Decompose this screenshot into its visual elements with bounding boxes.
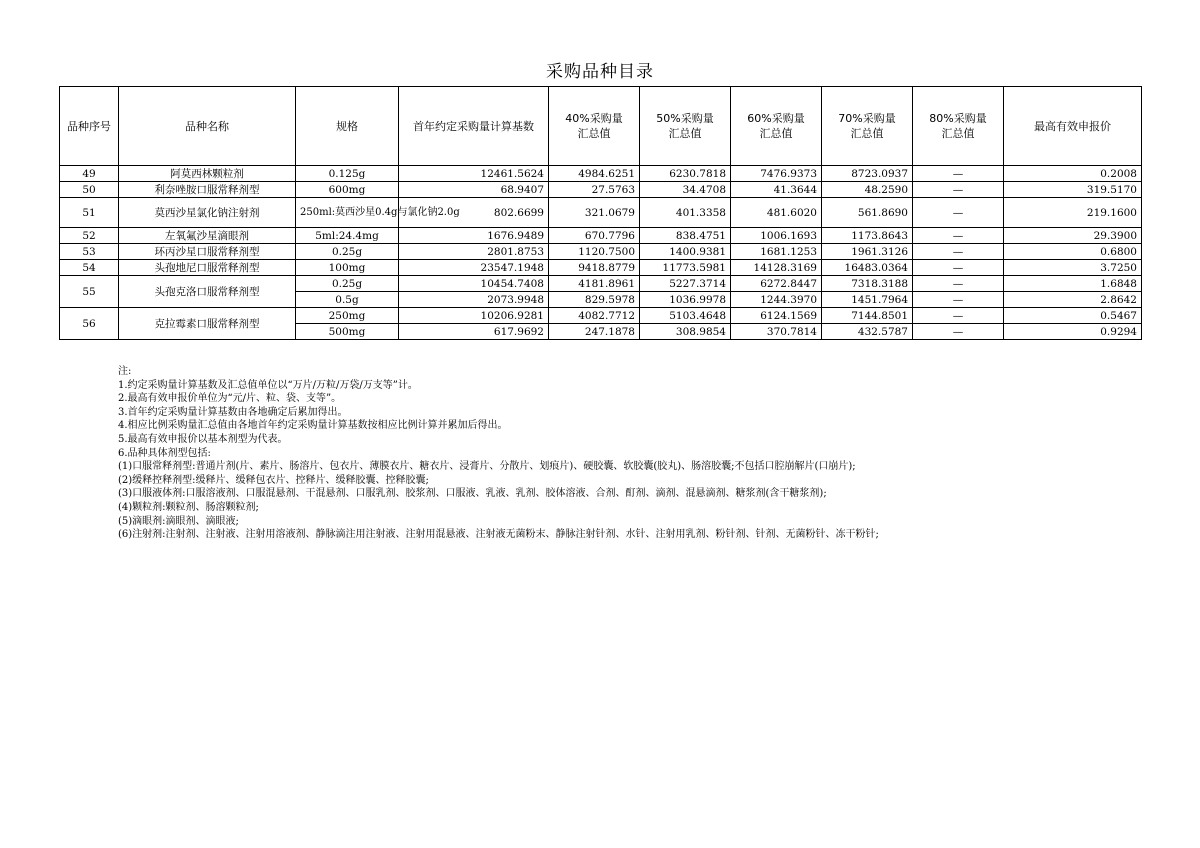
cell-p50: 11773.5981 — [640, 260, 731, 276]
procurement-table — [59, 86, 1142, 340]
cell-spec: 600mg — [296, 182, 399, 198]
cell-p40: 247.1878 — [549, 324, 640, 340]
cell-p70: 7318.3188 — [822, 276, 913, 292]
cell-p80: — — [913, 308, 1004, 324]
table-row — [60, 276, 1142, 292]
notes-section — [118, 365, 1188, 542]
cell-p40: 27.5763 — [549, 182, 640, 198]
header-base: 首年约定采购量计算基数 — [399, 87, 549, 166]
cell-base: 802.6699 — [399, 198, 549, 228]
cell-p50: 1400.9381 — [640, 244, 731, 260]
cell-spec: 500mg — [296, 324, 399, 340]
cell-spec: 250mg — [296, 308, 399, 324]
header-row — [60, 87, 1142, 166]
header-max-price: 最高有效申报价 — [1004, 87, 1142, 166]
note-line: 注: — [118, 366, 132, 377]
cell-p80: — — [913, 166, 1004, 182]
header-name: 品种名称 — [119, 87, 296, 166]
table-row — [60, 166, 1142, 182]
cell-seq: 55 — [60, 276, 119, 308]
cell-p60: 7476.9373 — [731, 166, 822, 182]
cell-p40: 4984.6251 — [549, 166, 640, 182]
note-line: 3.首年约定采购量计算基数由各地确定后累加得出。 — [118, 406, 348, 418]
cell-max: 3.7250 — [1004, 260, 1142, 276]
cell-p70: 16483.0364 — [822, 260, 913, 276]
table-row — [60, 244, 1142, 260]
cell-p80: — — [913, 198, 1004, 228]
header-p50: 50%采购量 汇总值 — [640, 87, 731, 166]
cell-name: 头孢克洛口服常释剂型 — [119, 276, 296, 308]
cell-seq: 51 — [60, 198, 119, 228]
cell-seq: 50 — [60, 182, 119, 198]
cell-max: 2.8642 — [1004, 292, 1142, 308]
cell-base: 2073.9948 — [399, 292, 549, 308]
cell-p50: 401.3358 — [640, 198, 731, 228]
cell-p40: 1120.7500 — [549, 244, 640, 260]
header-p80: 80%采购量 汇总值 — [913, 87, 1004, 166]
cell-p60: 41.3644 — [731, 182, 822, 198]
cell-max: 0.9294 — [1004, 324, 1142, 340]
cell-name: 利奈唑胺口服常释剂型 — [119, 182, 296, 198]
cell-p50: 838.4751 — [640, 228, 731, 244]
cell-p50: 308.9854 — [640, 324, 731, 340]
cell-p40: 4181.8961 — [549, 276, 640, 292]
cell-p40: 670.7796 — [549, 228, 640, 244]
header-seq: 品种序号 — [60, 87, 119, 166]
cell-base: 617.9692 — [399, 324, 549, 340]
cell-name: 克拉霉素口服常释剂型 — [119, 308, 296, 340]
cell-p60: 1006.1693 — [731, 228, 822, 244]
cell-name: 莫西沙星氯化钠注射剂 — [119, 198, 296, 228]
note-line: 6.品种具体剂型包括: — [118, 447, 211, 459]
cell-p70: 8723.0937 — [822, 166, 913, 182]
cell-spec: 250ml:莫西沙星0.4g与氯化钠2.0g — [296, 198, 399, 228]
note-line: 1.约定采购量计算基数及汇总值单位以“万片/万粒/万袋/万支等”计。 — [118, 379, 418, 391]
cell-base: 23547.1948 — [399, 260, 549, 276]
table-body — [60, 166, 1142, 340]
cell-p50: 5227.3714 — [640, 276, 731, 292]
cell-p70: 7144.8501 — [822, 308, 913, 324]
cell-p80: — — [913, 228, 1004, 244]
cell-p50: 34.4708 — [640, 182, 731, 198]
cell-p80: — — [913, 276, 1004, 292]
cell-max: 0.2008 — [1004, 166, 1142, 182]
cell-p40: 4082.7712 — [549, 308, 640, 324]
cell-seq: 49 — [60, 166, 119, 182]
cell-spec: 100mg — [296, 260, 399, 276]
cell-p50: 1036.9978 — [640, 292, 731, 308]
cell-p80: — — [913, 324, 1004, 340]
cell-name: 头孢地尼口服常释剂型 — [119, 260, 296, 276]
cell-spec: 0.5g — [296, 292, 399, 308]
cell-spec: 0.25g — [296, 276, 399, 292]
header-p60: 60%采购量 汇总值 — [731, 87, 822, 166]
note-line: 5.最高有效申报价以基本剂型为代表。 — [118, 433, 288, 445]
table-row — [60, 308, 1142, 324]
cell-p80: — — [913, 292, 1004, 308]
cell-p70: 1961.3126 — [822, 244, 913, 260]
cell-seq: 53 — [60, 244, 119, 260]
cell-p40: 829.5978 — [549, 292, 640, 308]
cell-p50: 6230.7818 — [640, 166, 731, 182]
cell-p60: 6124.1569 — [731, 308, 822, 324]
cell-p60: 370.7814 — [731, 324, 822, 340]
header-p40: 40%采购量 汇总值 — [549, 87, 640, 166]
table-row — [60, 260, 1142, 276]
page-title: 采购品种目录 — [546, 62, 654, 82]
cell-seq: 56 — [60, 308, 119, 340]
table-row — [60, 198, 1142, 228]
cell-p70: 1173.8643 — [822, 228, 913, 244]
note-line: (5)滴眼剂:滴眼剂、滴眼液; — [118, 515, 239, 527]
cell-p70: 48.2590 — [822, 182, 913, 198]
note-line: (6)注射剂:注射剂、注射液、注射用溶液剂、静脉滴注用注射液、注射用混悬液、注射液无菌粉末、静脉注射针剂、水针、注射用乳剂、粉针剂、针剂、无菌粉针、冻干粉针; — [118, 529, 879, 541]
cell-base: 10454.7408 — [399, 276, 549, 292]
header-spec: 规格 — [296, 87, 399, 166]
cell-p50: 5103.4648 — [640, 308, 731, 324]
cell-max: 219.1600 — [1004, 198, 1142, 228]
note-line: 4.相应比例采购量汇总值由各地首年约定采购量计算基数按相应比例计算并累加后得出。 — [118, 420, 508, 432]
cell-spec: 5ml:24.4mg — [296, 228, 399, 244]
cell-max: 319.5170 — [1004, 182, 1142, 198]
note-line: (1)口服常释剂型:普通片剂(片、素片、肠溶片、包衣片、薄膜衣片、糖衣片、浸膏片、分散片、划痕片)、硬胶囊、软胶囊(胶丸)、肠溶胶囊;不包括口腔崩解片(口崩片); — [118, 461, 856, 473]
cell-p70: 1451.7964 — [822, 292, 913, 308]
cell-spec: 0.25g — [296, 244, 399, 260]
cell-p80: — — [913, 182, 1004, 198]
cell-p60: 481.6020 — [731, 198, 822, 228]
cell-base: 2801.8753 — [399, 244, 549, 260]
note-line: (3)口服液体剂:口服溶液剂、口服混悬剂、干混悬剂、口服乳剂、胶浆剂、口服液、乳液、乳剂、胶体溶液、合剂、酊剂、滴剂、混悬滴剂、糖浆剂(含干糖浆剂); — [118, 488, 827, 500]
header-p70: 70%采购量 汇总值 — [822, 87, 913, 166]
cell-name: 左氧氟沙星滴眼剂 — [119, 228, 296, 244]
cell-base: 1676.9489 — [399, 228, 549, 244]
cell-max: 1.6848 — [1004, 276, 1142, 292]
cell-p60: 6272.8447 — [731, 276, 822, 292]
note-line: (2)缓释控释剂型:缓释片、缓释包衣片、控释片、缓释胶囊、控释胶囊; — [118, 474, 429, 486]
cell-p80: — — [913, 244, 1004, 260]
cell-name: 环丙沙星口服常释剂型 — [119, 244, 296, 260]
cell-base: 68.9407 — [399, 182, 549, 198]
cell-max: 0.6800 — [1004, 244, 1142, 260]
cell-base: 12461.5624 — [399, 166, 549, 182]
cell-name: 阿莫西林颗粒剂 — [119, 166, 296, 182]
table-row — [60, 228, 1142, 244]
cell-p70: 432.5787 — [822, 324, 913, 340]
cell-p60: 1244.3970 — [731, 292, 822, 308]
cell-p80: — — [913, 260, 1004, 276]
note-line: 2.最高有效申报价单位为“元/片、粒、袋、支等”。 — [118, 393, 342, 405]
table-row — [60, 182, 1142, 198]
cell-spec: 0.125g — [296, 166, 399, 182]
cell-base: 10206.9281 — [399, 308, 549, 324]
note-line: (4)颗粒剂:颗粒剂、肠溶颗粒剂; — [118, 501, 259, 513]
cell-p40: 9418.8779 — [549, 260, 640, 276]
cell-p60: 14128.3169 — [731, 260, 822, 276]
cell-p70: 561.8690 — [822, 198, 913, 228]
cell-p40: 321.0679 — [549, 198, 640, 228]
cell-max: 0.5467 — [1004, 308, 1142, 324]
cell-max: 29.3900 — [1004, 228, 1142, 244]
cell-seq: 54 — [60, 260, 119, 276]
cell-p60: 1681.1253 — [731, 244, 822, 260]
cell-seq: 52 — [60, 228, 119, 244]
